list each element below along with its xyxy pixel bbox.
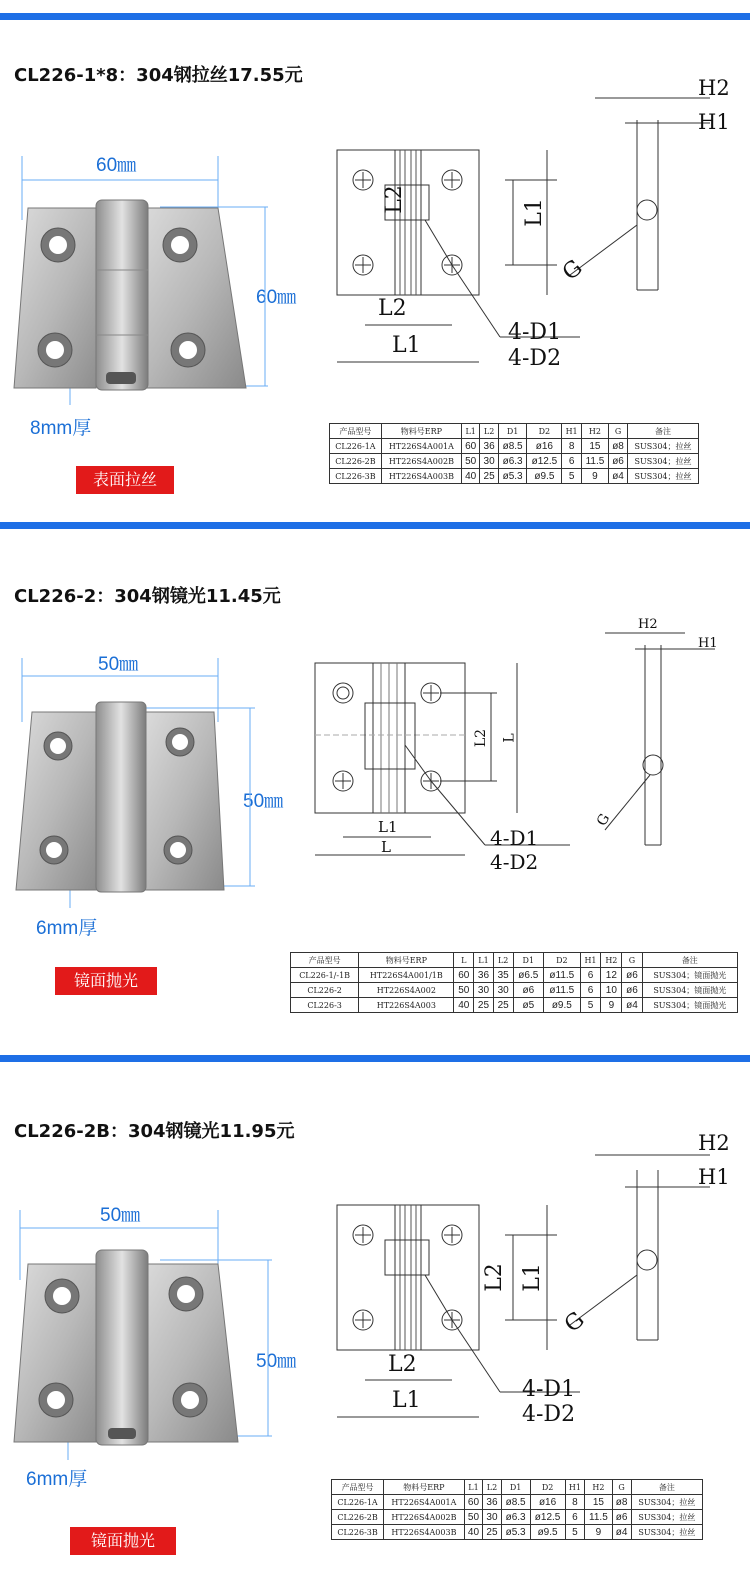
table-cell: 9 (601, 998, 622, 1013)
table-cell: ø4 (612, 1525, 631, 1540)
drawing-label-side-outer: L (501, 733, 518, 743)
table-cell: HT226S4A001/1B (359, 968, 454, 983)
drawing-label-g: G (558, 255, 588, 286)
table-header-cell: D2 (544, 953, 580, 968)
drawing-label-holes-2: 4-D2 (508, 346, 562, 371)
table-cell: ø12.5 (530, 1510, 565, 1525)
table-cell: ø5.3 (498, 469, 527, 484)
drawing-label-h2: H2 (638, 617, 658, 632)
drawing-label-side: L2 (473, 728, 490, 748)
table-cell: ø8.5 (501, 1495, 530, 1510)
table-header-cell: L1 (474, 953, 494, 968)
table-cell: 40 (464, 1525, 483, 1540)
table-header-cell: G (622, 953, 642, 968)
table-cell: 5 (562, 469, 582, 484)
table-header-cell: L (454, 953, 474, 968)
table-cell: 9 (581, 469, 608, 484)
thickness-label: 6mm厚 (26, 1469, 88, 1490)
drawing-label-outer-bottom: L1 (392, 333, 421, 358)
table-cell: SUS304；拉丝 (628, 454, 699, 469)
table-cell: ø6.5 (513, 968, 544, 983)
table-header-cell: D2 (530, 1480, 565, 1495)
table-cell: CL226-2B (330, 454, 382, 469)
table-cell: CL226-1A (330, 439, 382, 454)
table-cell: ø16 (530, 1495, 565, 1510)
table-cell: ø9.5 (527, 469, 562, 484)
finish-badge: 镜面抛光 (70, 1527, 176, 1555)
table-cell: CL226-3B (330, 469, 382, 484)
table-header-cell: G (609, 424, 628, 439)
table-cell: ø16 (527, 439, 562, 454)
table-cell: 11.5 (581, 454, 608, 469)
table-header-cell: L2 (483, 1480, 502, 1495)
table-cell: ø12.5 (527, 454, 562, 469)
table-header-cell: D1 (498, 424, 527, 439)
drawing-label-inner: L2 (381, 185, 407, 214)
table-cell: ø6.3 (501, 1510, 530, 1525)
table-cell: 36 (474, 968, 494, 983)
table-row (291, 998, 738, 1013)
table-cell: ø9.5 (544, 998, 580, 1013)
section-title: CL226-1*8：304钢拉丝17.55元 (14, 65, 303, 86)
table-cell: SUS304；拉丝 (628, 469, 699, 484)
table-cell: ø4 (622, 998, 642, 1013)
table-header-cell: H1 (562, 424, 582, 439)
drawing-label-holes-2: 4-D2 (522, 1402, 576, 1427)
table-cell: CL226-1A (332, 1495, 384, 1510)
drawing-label-h2: H2 (698, 76, 730, 100)
table-header-cell: 物料号ERP (384, 1480, 465, 1495)
table-cell: 60 (454, 968, 474, 983)
drawing-label-h2: H2 (698, 1131, 730, 1155)
table-cell: SUS304；拉丝 (631, 1510, 702, 1525)
drawing-label-h1: H1 (698, 636, 718, 651)
height-label: 50㎜ (243, 791, 284, 812)
table-cell: 30 (493, 983, 513, 998)
width-label: 60㎜ (96, 155, 137, 176)
table-header-cell: 产品型号 (291, 953, 359, 968)
table-cell: ø8 (612, 1495, 631, 1510)
drawing-label-holes-1: 4-D1 (508, 320, 562, 345)
table-header-cell: L2 (480, 424, 498, 439)
table-cell: 36 (480, 439, 498, 454)
table-cell: 15 (585, 1495, 612, 1510)
table-cell: 6 (565, 1510, 585, 1525)
spec-table (331, 1479, 703, 1540)
drawing-label-holes-2: 4-D2 (490, 850, 539, 874)
table-cell: SUS304；镜面抛光 (642, 998, 737, 1013)
table-header-row (332, 1480, 703, 1495)
drawing-label-holes-1: 4-D1 (490, 826, 539, 850)
table-cell: 25 (480, 469, 498, 484)
table-cell: HT226S4A003 (359, 998, 454, 1013)
table-header-cell: H1 (565, 1480, 585, 1495)
table-cell: 6 (580, 968, 601, 983)
table-header-cell: H1 (580, 953, 601, 968)
table-cell: ø8.5 (498, 439, 527, 454)
table-cell: HT226S4A002B (381, 454, 461, 469)
drawing-label-holes-1: 4-D1 (522, 1377, 576, 1402)
table-cell: CL226-2B (332, 1510, 384, 1525)
table-cell: HT226S4A003B (381, 469, 461, 484)
table-cell: SUS304；拉丝 (628, 439, 699, 454)
table-cell: 30 (474, 983, 494, 998)
table-row (330, 454, 699, 469)
drawing-label-outer: L (381, 838, 391, 856)
hinge-photo (10, 1200, 280, 1465)
finish-badge: 镜面抛光 (55, 967, 157, 995)
hinge-photo (10, 650, 272, 912)
table-cell: CL226-2 (291, 983, 359, 998)
table-cell: ø5.3 (501, 1525, 530, 1540)
table-cell: 8 (565, 1495, 585, 1510)
table-cell: 5 (565, 1525, 585, 1540)
table-header-cell: 备注 (642, 953, 737, 968)
thickness-label: 8mm厚 (30, 418, 92, 439)
table-header-cell: L2 (493, 953, 513, 968)
table-cell: ø9.5 (530, 1525, 565, 1540)
table-cell: HT226S4A001A (384, 1495, 465, 1510)
drawing-label-g: G (593, 811, 614, 829)
table-cell: ø6 (622, 968, 642, 983)
table-cell: ø5 (513, 998, 544, 1013)
height-label: 50㎜ (256, 1351, 297, 1372)
table-header-cell: 物料号ERP (381, 424, 461, 439)
table-cell: 6 (562, 454, 582, 469)
table-cell: SUS304；拉丝 (631, 1525, 702, 1540)
drawing-label-inner: L2 (481, 1263, 507, 1292)
table-cell: CL226-3B (332, 1525, 384, 1540)
table-cell: 50 (461, 454, 479, 469)
table-cell: CL226-3 (291, 998, 359, 1013)
finish-badge: 表面拉丝 (76, 466, 174, 494)
table-cell: 8 (562, 439, 582, 454)
spec-table (290, 952, 738, 1013)
section-title: CL226-2：304钢镜光11.45元 (14, 586, 281, 607)
table-header-cell: G (612, 1480, 631, 1495)
table-header-cell: 产品型号 (330, 424, 382, 439)
table-header-cell: 备注 (631, 1480, 702, 1495)
table-row (332, 1525, 703, 1540)
table-row (291, 968, 738, 983)
section-divider (0, 1055, 750, 1062)
table-row (330, 439, 699, 454)
drawing-label-inner-bottom: L2 (388, 1352, 417, 1377)
table-cell: SUS304；镜面抛光 (642, 983, 737, 998)
table-cell: 25 (483, 1525, 502, 1540)
table-cell: 50 (464, 1510, 483, 1525)
section-divider (0, 13, 750, 20)
table-header-cell: D2 (527, 424, 562, 439)
table-header-cell: 物料号ERP (359, 953, 454, 968)
table-row (332, 1495, 703, 1510)
drawing-label-g: G (560, 1307, 590, 1338)
section-divider (0, 522, 750, 529)
table-cell: ø8 (609, 439, 628, 454)
table-cell: 30 (480, 454, 498, 469)
width-label: 50㎜ (98, 654, 139, 675)
table-header-cell: 产品型号 (332, 1480, 384, 1495)
table-cell: ø6 (622, 983, 642, 998)
width-label: 50㎜ (100, 1205, 141, 1226)
table-cell: 6 (580, 983, 601, 998)
table-cell: 60 (464, 1495, 483, 1510)
table-cell: 30 (483, 1510, 502, 1525)
table-cell: ø6.3 (498, 454, 527, 469)
table-cell: ø6 (612, 1510, 631, 1525)
table-cell: 35 (493, 968, 513, 983)
table-header-cell: H2 (581, 424, 608, 439)
table-cell: 36 (483, 1495, 502, 1510)
table-cell: 12 (601, 968, 622, 983)
table-row (332, 1510, 703, 1525)
table-cell: 10 (601, 983, 622, 998)
table-header-cell: L1 (461, 424, 479, 439)
table-header-cell: H2 (585, 1480, 612, 1495)
table-header-row (330, 424, 699, 439)
table-cell: SUS304；拉丝 (631, 1495, 702, 1510)
table-cell: HT226S4A002B (384, 1510, 465, 1525)
table-cell: HT226S4A002 (359, 983, 454, 998)
table-cell: 40 (461, 469, 479, 484)
table-cell: 15 (581, 439, 608, 454)
table-cell: 9 (585, 1525, 612, 1540)
drawing-label-inner-bottom: L2 (378, 296, 407, 321)
table-cell: 11.5 (585, 1510, 612, 1525)
table-cell: ø4 (609, 469, 628, 484)
drawing-label-h1: H1 (698, 1165, 730, 1189)
table-cell: 60 (461, 439, 479, 454)
table-cell: ø11.5 (544, 968, 580, 983)
drawing-label-h1: H1 (698, 110, 730, 134)
table-cell: ø6 (609, 454, 628, 469)
drawing-label-side: L1 (519, 1263, 545, 1292)
table-header-cell: 备注 (628, 424, 699, 439)
drawing-label-outer-bottom: L1 (392, 1388, 421, 1413)
thickness-label: 6mm厚 (36, 918, 98, 939)
table-header-cell: H2 (601, 953, 622, 968)
table-cell: HT226S4A003B (384, 1525, 465, 1540)
table-cell: HT226S4A001A (381, 439, 461, 454)
table-row (330, 469, 699, 484)
hinge-photo (10, 150, 280, 410)
table-header-cell: D1 (513, 953, 544, 968)
drawing-label-inner: L1 (378, 818, 398, 836)
table-cell: SUS304；镜面抛光 (642, 968, 737, 983)
drawing-label-side: L1 (521, 198, 547, 227)
section-title: CL226-2B：304钢镜光11.95元 (14, 1121, 295, 1142)
table-header-row (291, 953, 738, 968)
table-cell: 50 (454, 983, 474, 998)
table-cell: 25 (474, 998, 494, 1013)
spec-table (329, 423, 699, 484)
table-row (291, 983, 738, 998)
table-cell: 25 (493, 998, 513, 1013)
table-cell: ø6 (513, 983, 544, 998)
height-label: 60㎜ (256, 287, 297, 308)
table-header-cell: L1 (464, 1480, 483, 1495)
table-cell: CL226-1/-1B (291, 968, 359, 983)
table-cell: 40 (454, 998, 474, 1013)
table-cell: 5 (580, 998, 601, 1013)
table-cell: ø11.5 (544, 983, 580, 998)
table-header-cell: D1 (501, 1480, 530, 1495)
